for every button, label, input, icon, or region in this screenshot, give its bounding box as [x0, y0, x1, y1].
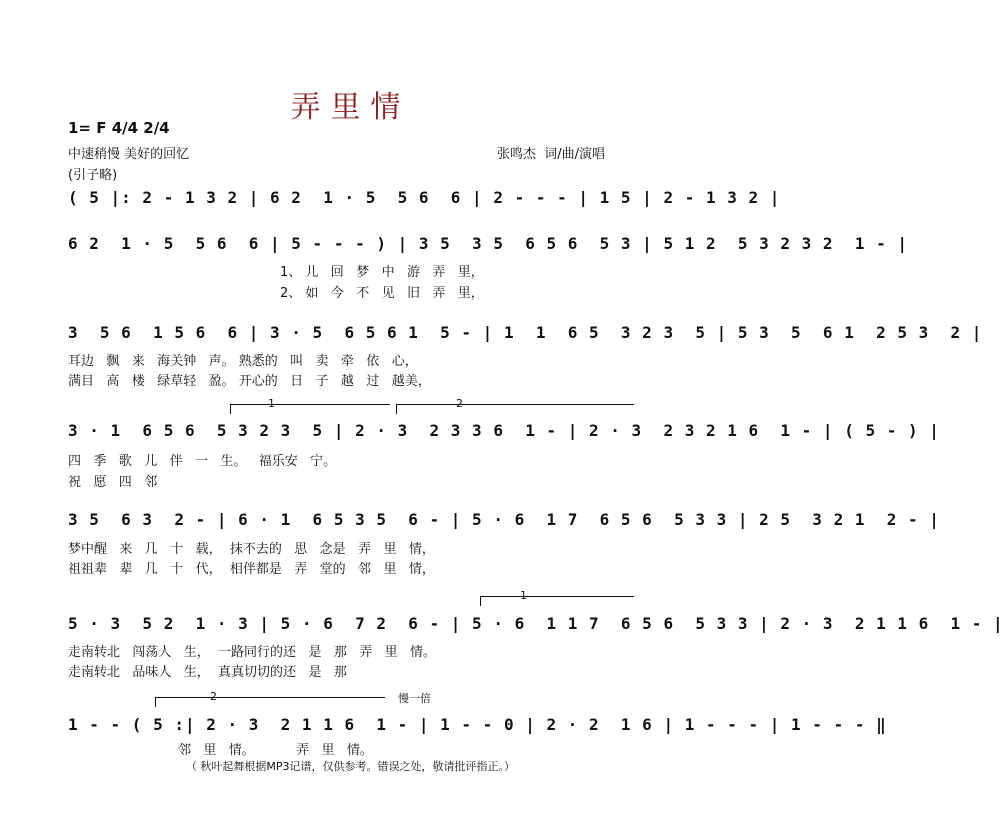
lyric-verse-1: 梦中醒 来 几 十 载， 抹不去的 思 念是 弄 里 情，	[68, 542, 435, 557]
tempo-slow-marking: 慢一倍	[398, 692, 431, 705]
staff-line-6: 5 · 3 5 2 1 · 3 | 5 · 6 7 2 6 - | 5 · 6 1 1 7 6 5 6 5 3 3 | 2 · 3 2 1 1 6 1 - |	[68, 614, 1004, 633]
credit-line: 张鸣杰 词/曲/演唱	[497, 147, 606, 162]
lyric-final: 邻 里 情。 弄 里 情。	[178, 743, 373, 758]
tempo-marking: 中速稍慢 美好的回忆	[68, 147, 190, 162]
lyric-verse-2: 祝 愿 四 邻	[68, 475, 158, 490]
lyric-verse-1: 四 季 歌 儿 伴 一 生。 福乐安 宁。	[68, 454, 337, 469]
staff-line-2: 6 2 1 · 5 5 6 6 | 5 - - - ) | 3 5 3 5 6 5 6 5 3 | 5 1 2 5 3 2 3 2 1 - |	[68, 234, 908, 253]
lyric-verse-2: 走南转北 品味人 生， 真真切切的还 是 那	[68, 665, 347, 680]
volta-number-1: 1	[268, 397, 275, 410]
staff-line-3: 3 5 6 1 5 6 6 | 3 · 5 6 5 6 1 5 - | 1 1 6 5 3 2 3 5 | 5 3 5 6 1 2 5 3 2 |	[68, 323, 983, 342]
volta-number-1: 1	[520, 589, 527, 602]
lyric-verse-1: 耳边 飘 来 海关钟 声。 熟悉的 叫 卖 牵 依 心，	[68, 354, 418, 369]
volta-number-2: 2	[210, 690, 217, 703]
volta-bracket-1	[480, 596, 634, 597]
staff-line-1: ( 5 |: 2 - 1 3 2 | 6 2 1 · 5 5 6 6 | 2 - - - | 1 5 | 2 - 1 3 2 |	[68, 188, 781, 207]
volta-bracket-tick	[230, 404, 231, 414]
volta-bracket-tick	[155, 697, 156, 707]
key-signature: 1= F 4/4 2/4	[68, 119, 170, 137]
lyric-verse-2: 满目 高 楼 绿草轻 盈。 开心的 日 子 越 过 越美，	[68, 374, 431, 389]
lyric-verse-1: 走南转北 闯荡人 生， 一路同行的还 是 那 弄 里 情。	[68, 645, 437, 660]
staff-line-7: 1 - - ( 5 :| 2 · 3 2 1 1 6 1 - | 1 - - 0 | 2 · 2 1 6 | 1 - - - | 1 - - - ‖	[68, 715, 887, 734]
staff-line-4: 3 · 1 6 5 6 5 3 2 3 5 | 2 · 3 2 3 3 6 1 - | 2 · 3 2 3 2 1 6 1 - | ( 5 - ) |	[68, 421, 940, 440]
song-title: 弄里情	[290, 90, 411, 125]
volta-number-2: 2	[456, 397, 463, 410]
transcription-footer: （ 秋叶起舞根据MP3记谱，仅供参考。错误之处，敬请批评指正。）	[185, 760, 516, 773]
volta-bracket-2	[155, 697, 385, 698]
volta-bracket-1	[230, 404, 390, 405]
intro-omitted-note: (引子略)	[68, 168, 118, 183]
staff-line-5: 3 5 6 3 2 - | 6 · 1 6 5 3 5 6 - | 5 · 6 1 7 6 5 6 5 3 3 | 2 5 3 2 1 2 - |	[68, 510, 940, 529]
volta-bracket-2	[396, 404, 634, 405]
lyric-verse-1: 1、 儿 回 梦 中 游 弄 里，	[280, 265, 484, 280]
lyric-verse-2: 祖祖辈 辈 几 十 代， 相伴都是 弄 堂的 邻 里 情，	[68, 562, 435, 577]
volta-bracket-tick	[396, 404, 397, 414]
volta-bracket-tick	[480, 596, 481, 606]
lyric-verse-2: 2、 如 今 不 见 旧 弄 里，	[280, 286, 484, 301]
